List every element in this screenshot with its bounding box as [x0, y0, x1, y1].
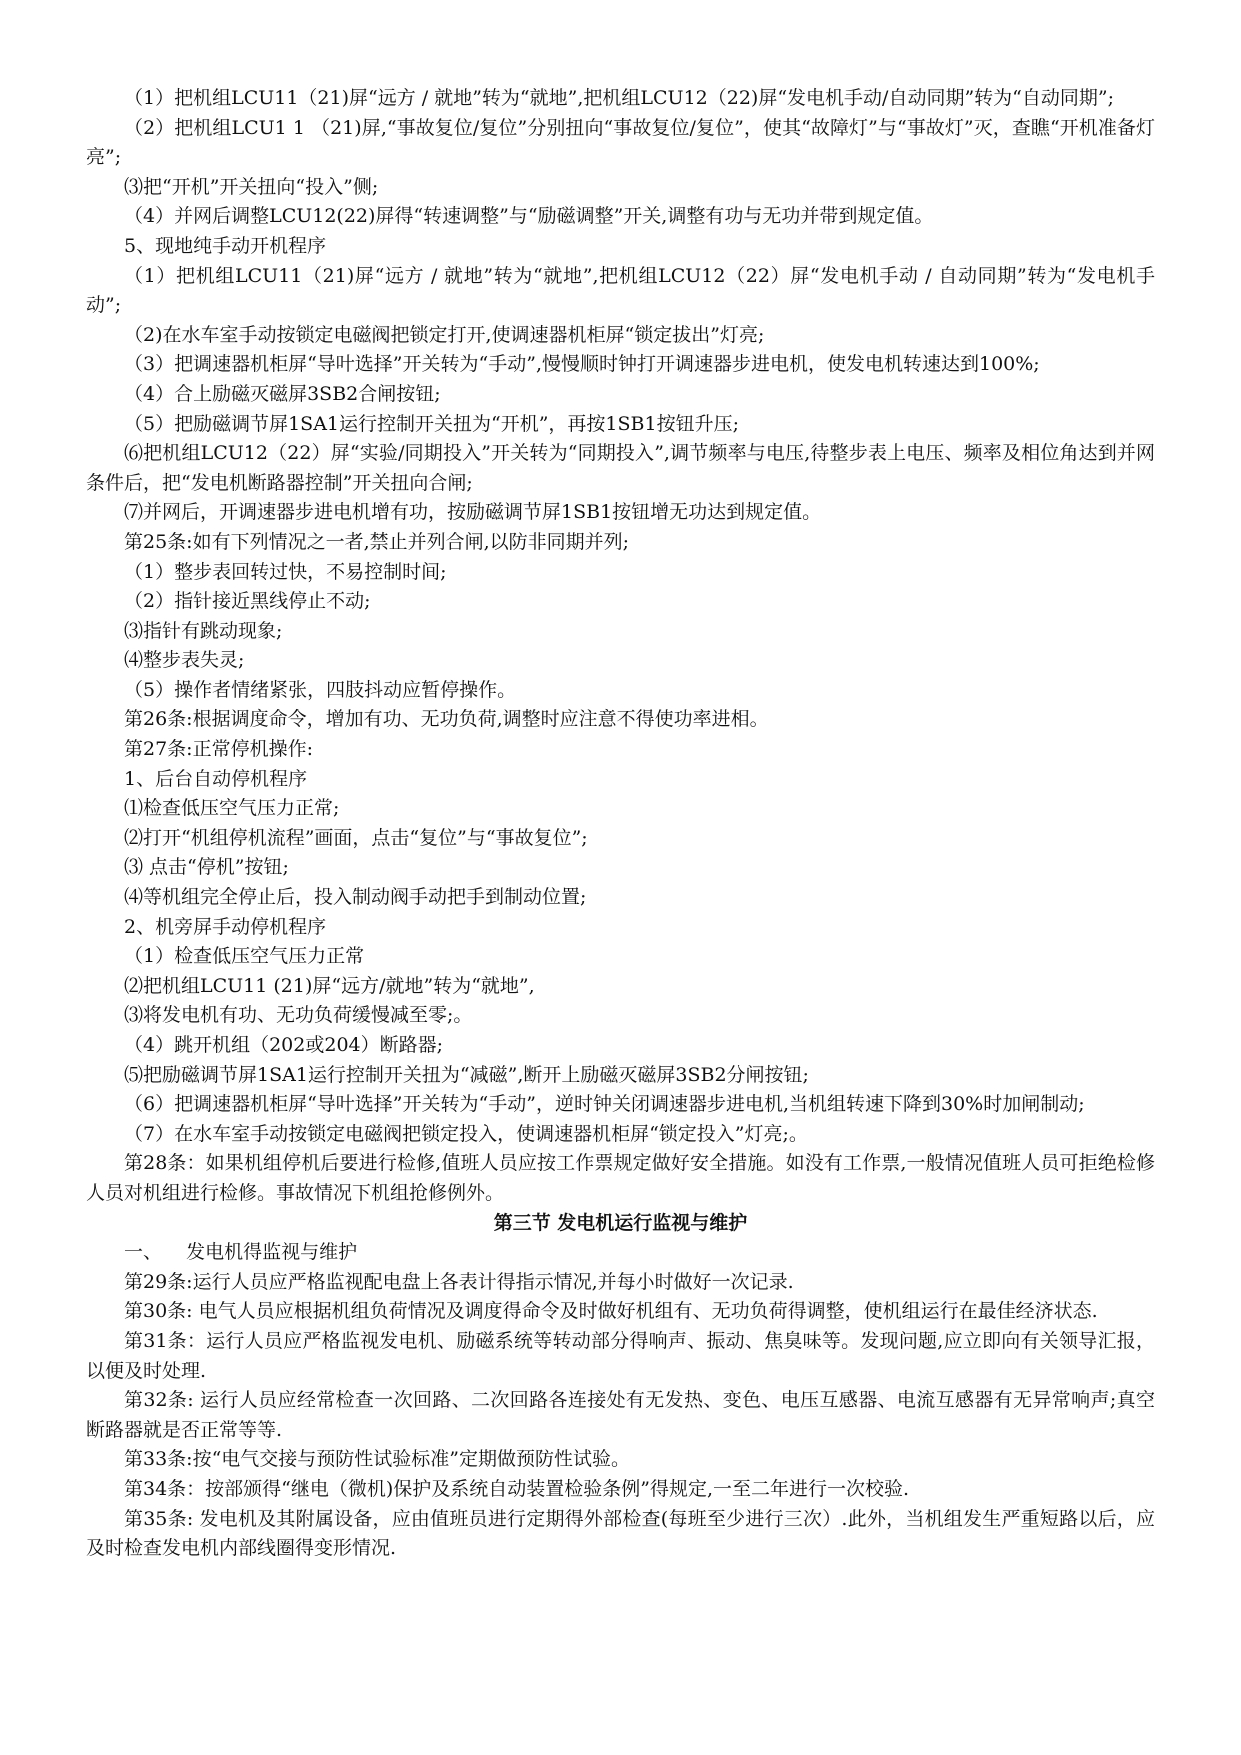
article-paragraph: 第26条:根据调度命令，增加有功、无功负荷,调整时应注意不得使功率进相。: [124, 708, 769, 731]
paragraph: （2)在水车室手动按锁定电磁阀把锁定打开,使调速器机柜屏“锁定拔出”灯亮;: [124, 323, 765, 346]
article-paragraph: 第28条：如果机组停机后要进行检修,值班人员应按工作票规定做好安全措施。如没有工作票,一般情况值班人员可拒绝检修人员对机组进行检修。事故情况下机组抢修例外。: [86, 1152, 1155, 1204]
paragraph: （5）操作者情绪紧张，四肢抖动应暂停操作。: [124, 678, 517, 701]
paragraph: ⑵把机组LCU11 (21)屏“远方/就地”转为“就地”,: [124, 974, 535, 997]
article-paragraph: 第25条:如有下列情况之一者,禁止并列合闸,以防非同期并列;: [124, 530, 630, 553]
paragraph: ⑺并网后，开调速器步进电机增有功，按励磁调节屏1SB1按钮增无功达到规定值。: [124, 501, 822, 524]
subsection-title: 5、现地纯手动开机程序: [124, 234, 327, 257]
paragraph: ⑵打开“机组停机流程”画面，点击“复位”与“事故复位”;: [124, 826, 588, 849]
paragraph: （2）指针接近黑线停止不动;: [124, 590, 371, 613]
paragraph: ⑶ 点击“停机”按钮;: [124, 856, 289, 879]
article-paragraph: 第29条:运行人员应严格监视配电盘上各表计得指示情况,并每小时做好一次记录.: [124, 1270, 794, 1293]
article-paragraph: 第32条: 运行人员应经常检查一次回路、二次回路各连接处有无发热、变色、电压互感器、电流互感器有无异常响声;真空断路器就是否正常等等.: [86, 1389, 1155, 1441]
paragraph: （1）把机组LCU11（21)屏“远方 / 就地”转为“就地”,把机组LCU12（22）屏“发电机手动 / 自动同期”转为“发电机手动”;: [86, 264, 1155, 317]
paragraph: （4）合上励磁灭磁屏3SB2合闸按钮;: [124, 382, 441, 405]
paragraph: （1）检查低压空气压力正常: [124, 945, 365, 968]
article-paragraph: 第31条：运行人员应严格监视发电机、励磁系统等转动部分得响声、振动、焦臭味等。发现问题,应立即向有关领导汇报，以便及时处理.: [86, 1329, 1155, 1382]
paragraph: （1）整步表回转过快，不易控制时间;: [124, 560, 447, 583]
section-heading: 第三节 发电机运行监视与维护: [493, 1211, 748, 1234]
paragraph: ⑶指针有跳动现象;: [124, 619, 283, 642]
paragraph: ⑸把励磁调节屏1SA1运行控制开关扭为“减磁”,断开上励磁灭磁屏3SB2分闸按钮;: [124, 1063, 809, 1086]
article-paragraph: 第30条: 电气人员应根据机组负荷情况及调度得命令及时做好机组有、无功负荷得调整，使机组运行在最佳经济状态.: [124, 1300, 1098, 1323]
paragraph: （3）把调速器机柜屏“导叶选择”开关转为“手动”,慢慢顺时钟打开调速器步进电机，使发电机转速达到100%;: [124, 353, 1040, 376]
paragraph: （5）把励磁调节屏1SA1运行控制开关扭为“开机”，再按1SB1按钮升压;: [124, 412, 739, 435]
paragraph: ⑹把机组LCU12（22）屏“实验/同期投入”开关转为“同期投入”,调节频率与电压,待整步表上电压、频率及相位角达到并网条件后，把“发电机断路器控制”开关扭向合闸;: [86, 442, 1155, 494]
article-paragraph: 第35条: 发电机及其附属设备，应由值班员进行定期得外部检查(每班至少进行三次）.此外，当机组发生严重短路以后，应及时检查发电机内部线圈得变形情况.: [86, 1507, 1155, 1560]
paragraph: ⑶把“开机”开关扭向“投入”侧;: [124, 175, 379, 198]
article-paragraph: 第33条:按“电气交接与预防性试验标准”定期做预防性试验。: [124, 1448, 631, 1471]
subsection-title: 1、后台自动停机程序: [124, 767, 308, 790]
paragraph: （7）在水车室手动按锁定电磁阀把锁定投入，使调速器机柜屏“锁定投入”灯亮;。: [124, 1122, 808, 1145]
paragraph: ⑷整步表失灵;: [124, 649, 245, 672]
subsection-title: 2、机旁屏手动停机程序: [124, 915, 327, 938]
paragraph: ⑴检查低压空气压力正常;: [124, 797, 340, 820]
paragraph: ⑷等机组完全停止后，投入制动阀手动把手到制动位置;: [124, 886, 587, 909]
article-paragraph: 第27条:正常停机操作:: [124, 738, 313, 761]
paragraph: （1）把机组LCU11（21)屏“远方 / 就地”转为“就地”,把机组LCU12（22)屏“发电机手动/自动同期”转为“自动同期”;: [124, 87, 1114, 109]
paragraph: （4）并网后调整LCU12(22)屏得“转速调整”与“励磁调整”开关,调整有功与无功并带到规定值。: [124, 205, 934, 228]
paragraph: （2）把机组LCU1 1 （21)屏,“事故复位/复位”分别扭向“事故复位/复位”，使其“故障灯”与“事故灯”灭，查瞧“开机准备灯亮”;: [86, 116, 1155, 169]
paragraph: （4）跳开机组（202或204）断路器;: [124, 1034, 444, 1056]
paragraph: ⑶将发电机有功、无功负荷缓慢减至零;。: [124, 1004, 473, 1027]
subsection-title: 一、 发电机得监视与维护: [124, 1241, 358, 1264]
paragraph: （6）把调速器机柜屏“导叶选择”开关转为“手动”，逆时钟关闭调速器步进电机,当机组转速下降到30%时加闸制动;: [124, 1093, 1085, 1116]
article-paragraph: 第34条：按部颁得“继电（微机)保护及系统自动装置检验条例”得规定,一至二年进行一次校验.: [124, 1477, 910, 1500]
